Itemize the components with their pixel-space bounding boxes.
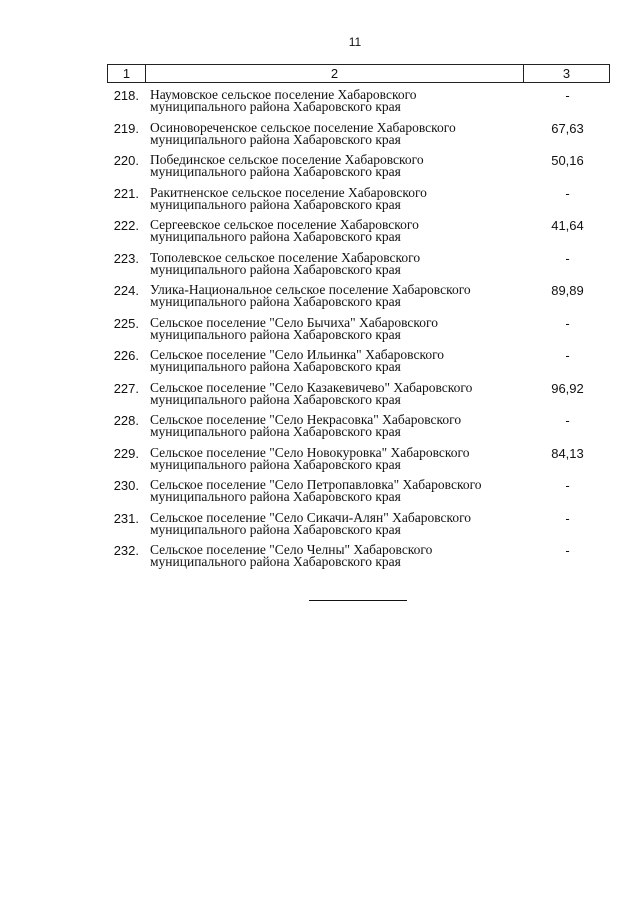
settlement-name-line-1: Сельское поселение "Село Некрасовка" Хабаровского bbox=[150, 412, 462, 427]
row-number: 224. bbox=[113, 283, 139, 298]
header-col-2: 2 bbox=[146, 65, 524, 82]
row-value: - bbox=[565, 250, 570, 266]
settlement-name bbox=[144, 414, 521, 438]
row-value: - bbox=[565, 413, 570, 428]
settlement-name-line-1: Сергеевское сельское поселение Хабаровского bbox=[150, 217, 419, 232]
row-number: 228. bbox=[113, 413, 139, 428]
table-row bbox=[107, 89, 610, 122]
settlement-name bbox=[144, 184, 521, 212]
settlement-name-line-2: муниципального района Хабаровского края bbox=[150, 424, 401, 439]
table-row bbox=[107, 444, 610, 480]
settlement-name-line-1: Сельское поселение "Село Челны" Хабаровского bbox=[150, 542, 433, 557]
settlement-name bbox=[144, 249, 521, 277]
settlement-name-line-2: муниципального района Хабаровского края bbox=[150, 521, 401, 537]
settlement-name-line-1: Ракитненское сельское поселение Хабаровского bbox=[150, 184, 427, 200]
row-number: 218. bbox=[113, 88, 139, 103]
row-value: 96,92 bbox=[551, 380, 584, 396]
table-row bbox=[107, 249, 610, 285]
row-number: 230. bbox=[113, 478, 139, 493]
table-row bbox=[107, 379, 610, 415]
table-row bbox=[107, 219, 610, 252]
row-value: - bbox=[565, 348, 570, 363]
row-number: 219. bbox=[113, 120, 139, 136]
settlement-name bbox=[144, 314, 521, 342]
row-number: 226. bbox=[113, 348, 139, 363]
settlement-name-line-1: Сельское поселение "Село Бычиха" Хабаровского bbox=[150, 314, 438, 330]
settlement-name bbox=[144, 544, 521, 568]
row-value: - bbox=[565, 315, 570, 331]
table-row bbox=[107, 284, 610, 317]
settlement-name-line-2: муниципального района Хабаровского края bbox=[150, 391, 401, 407]
table-row bbox=[107, 119, 610, 155]
settlement-name bbox=[144, 379, 521, 407]
settlement-name bbox=[144, 349, 521, 373]
row-value: - bbox=[565, 510, 570, 526]
settlement-name bbox=[144, 154, 521, 178]
settlement-name-line-2: муниципального района Хабаровского края bbox=[150, 229, 401, 244]
table-row bbox=[107, 314, 610, 350]
table-row bbox=[107, 509, 610, 545]
table-row bbox=[107, 479, 610, 512]
settlement-name-line-1: Тополевское сельское поселение Хабаровского bbox=[150, 249, 421, 265]
row-number: 231. bbox=[113, 510, 139, 526]
settlement-name-line-2: муниципального района Хабаровского края bbox=[150, 489, 401, 504]
settlement-name-line-1: Улика-Национальное сельское поселение Хабаровского bbox=[150, 282, 471, 297]
settlement-name-line-2: муниципального района Хабаровского края bbox=[150, 261, 401, 277]
table-body bbox=[107, 89, 610, 577]
settlement-name-line-2: муниципального района Хабаровского края bbox=[150, 294, 401, 309]
settlement-name-line-1: Осиновореченское сельское поселение Хабаровского bbox=[150, 119, 456, 135]
settlement-name-line-2: муниципального района Хабаровского края bbox=[150, 456, 401, 472]
settlement-name-line-2: муниципального района Хабаровского края bbox=[150, 326, 401, 342]
row-number: 223. bbox=[113, 250, 139, 266]
row-number: 222. bbox=[113, 218, 139, 233]
header-col-1: 1 bbox=[108, 65, 146, 82]
row-number: 229. bbox=[113, 445, 139, 461]
settlement-name bbox=[144, 479, 521, 503]
settlement-name-line-2: муниципального района Хабаровского края bbox=[150, 196, 401, 212]
row-value: - bbox=[565, 185, 570, 201]
settlement-name-line-2: муниципального района Хабаровского края bbox=[150, 164, 401, 179]
settlement-name-line-2: муниципального района Хабаровского края bbox=[150, 359, 401, 374]
settlement-name-line-1: Побединское сельское поселение Хабаровского bbox=[150, 152, 424, 167]
row-number: 221. bbox=[113, 185, 139, 201]
row-value: - bbox=[565, 88, 570, 103]
table-row bbox=[107, 414, 610, 447]
settlement-name-line-2: муниципального района Хабаровского края bbox=[150, 99, 401, 114]
table-row bbox=[107, 349, 610, 382]
settlement-name-line-1: Сельское поселение "Село Сикачи-Алян" Хабаровского bbox=[150, 509, 472, 525]
settlement-name-line-1: Сельское поселение "Село Новокуровка" Хабаровского bbox=[150, 444, 470, 460]
table-row bbox=[107, 154, 610, 187]
row-value: - bbox=[565, 478, 570, 493]
settlement-name-line-1: Сельское поселение "Село Ильинка" Хабаровского bbox=[150, 347, 445, 362]
row-value: 41,64 bbox=[551, 218, 584, 233]
settlements-table bbox=[107, 64, 610, 577]
settlement-name-line-2: муниципального района Хабаровского края bbox=[150, 554, 401, 569]
settlement-name-line-1: Сельское поселение "Село Казакевичево" Хабаровского bbox=[150, 379, 473, 395]
table-header bbox=[107, 64, 610, 83]
end-divider bbox=[309, 600, 407, 601]
header-col-3: 3 bbox=[562, 66, 571, 81]
settlement-name-line-1: Сельское поселение "Село Петропавловка" Хабаровского bbox=[150, 477, 482, 492]
settlement-name bbox=[144, 444, 521, 472]
row-number: 220. bbox=[113, 153, 139, 168]
settlement-name bbox=[144, 284, 521, 308]
settlement-name bbox=[144, 89, 521, 113]
settlement-name-line-1: Наумовское сельское поселение Хабаровского bbox=[150, 87, 417, 102]
settlement-name bbox=[144, 219, 521, 243]
row-value: - bbox=[565, 543, 570, 558]
table-row bbox=[107, 544, 610, 577]
row-value: 50,16 bbox=[551, 153, 584, 168]
table-row bbox=[107, 184, 610, 220]
row-number: 227. bbox=[113, 380, 139, 396]
row-value: 67,63 bbox=[551, 120, 584, 136]
settlement-name-line-2: муниципального района Хабаровского края bbox=[150, 131, 401, 147]
row-value: 89,89 bbox=[551, 283, 584, 298]
row-value: 84,13 bbox=[551, 445, 584, 461]
settlement-name bbox=[144, 509, 521, 537]
row-number: 225. bbox=[113, 315, 139, 331]
page-number: 11 bbox=[348, 35, 362, 49]
settlement-name bbox=[144, 119, 521, 147]
row-number: 232. bbox=[113, 543, 139, 558]
